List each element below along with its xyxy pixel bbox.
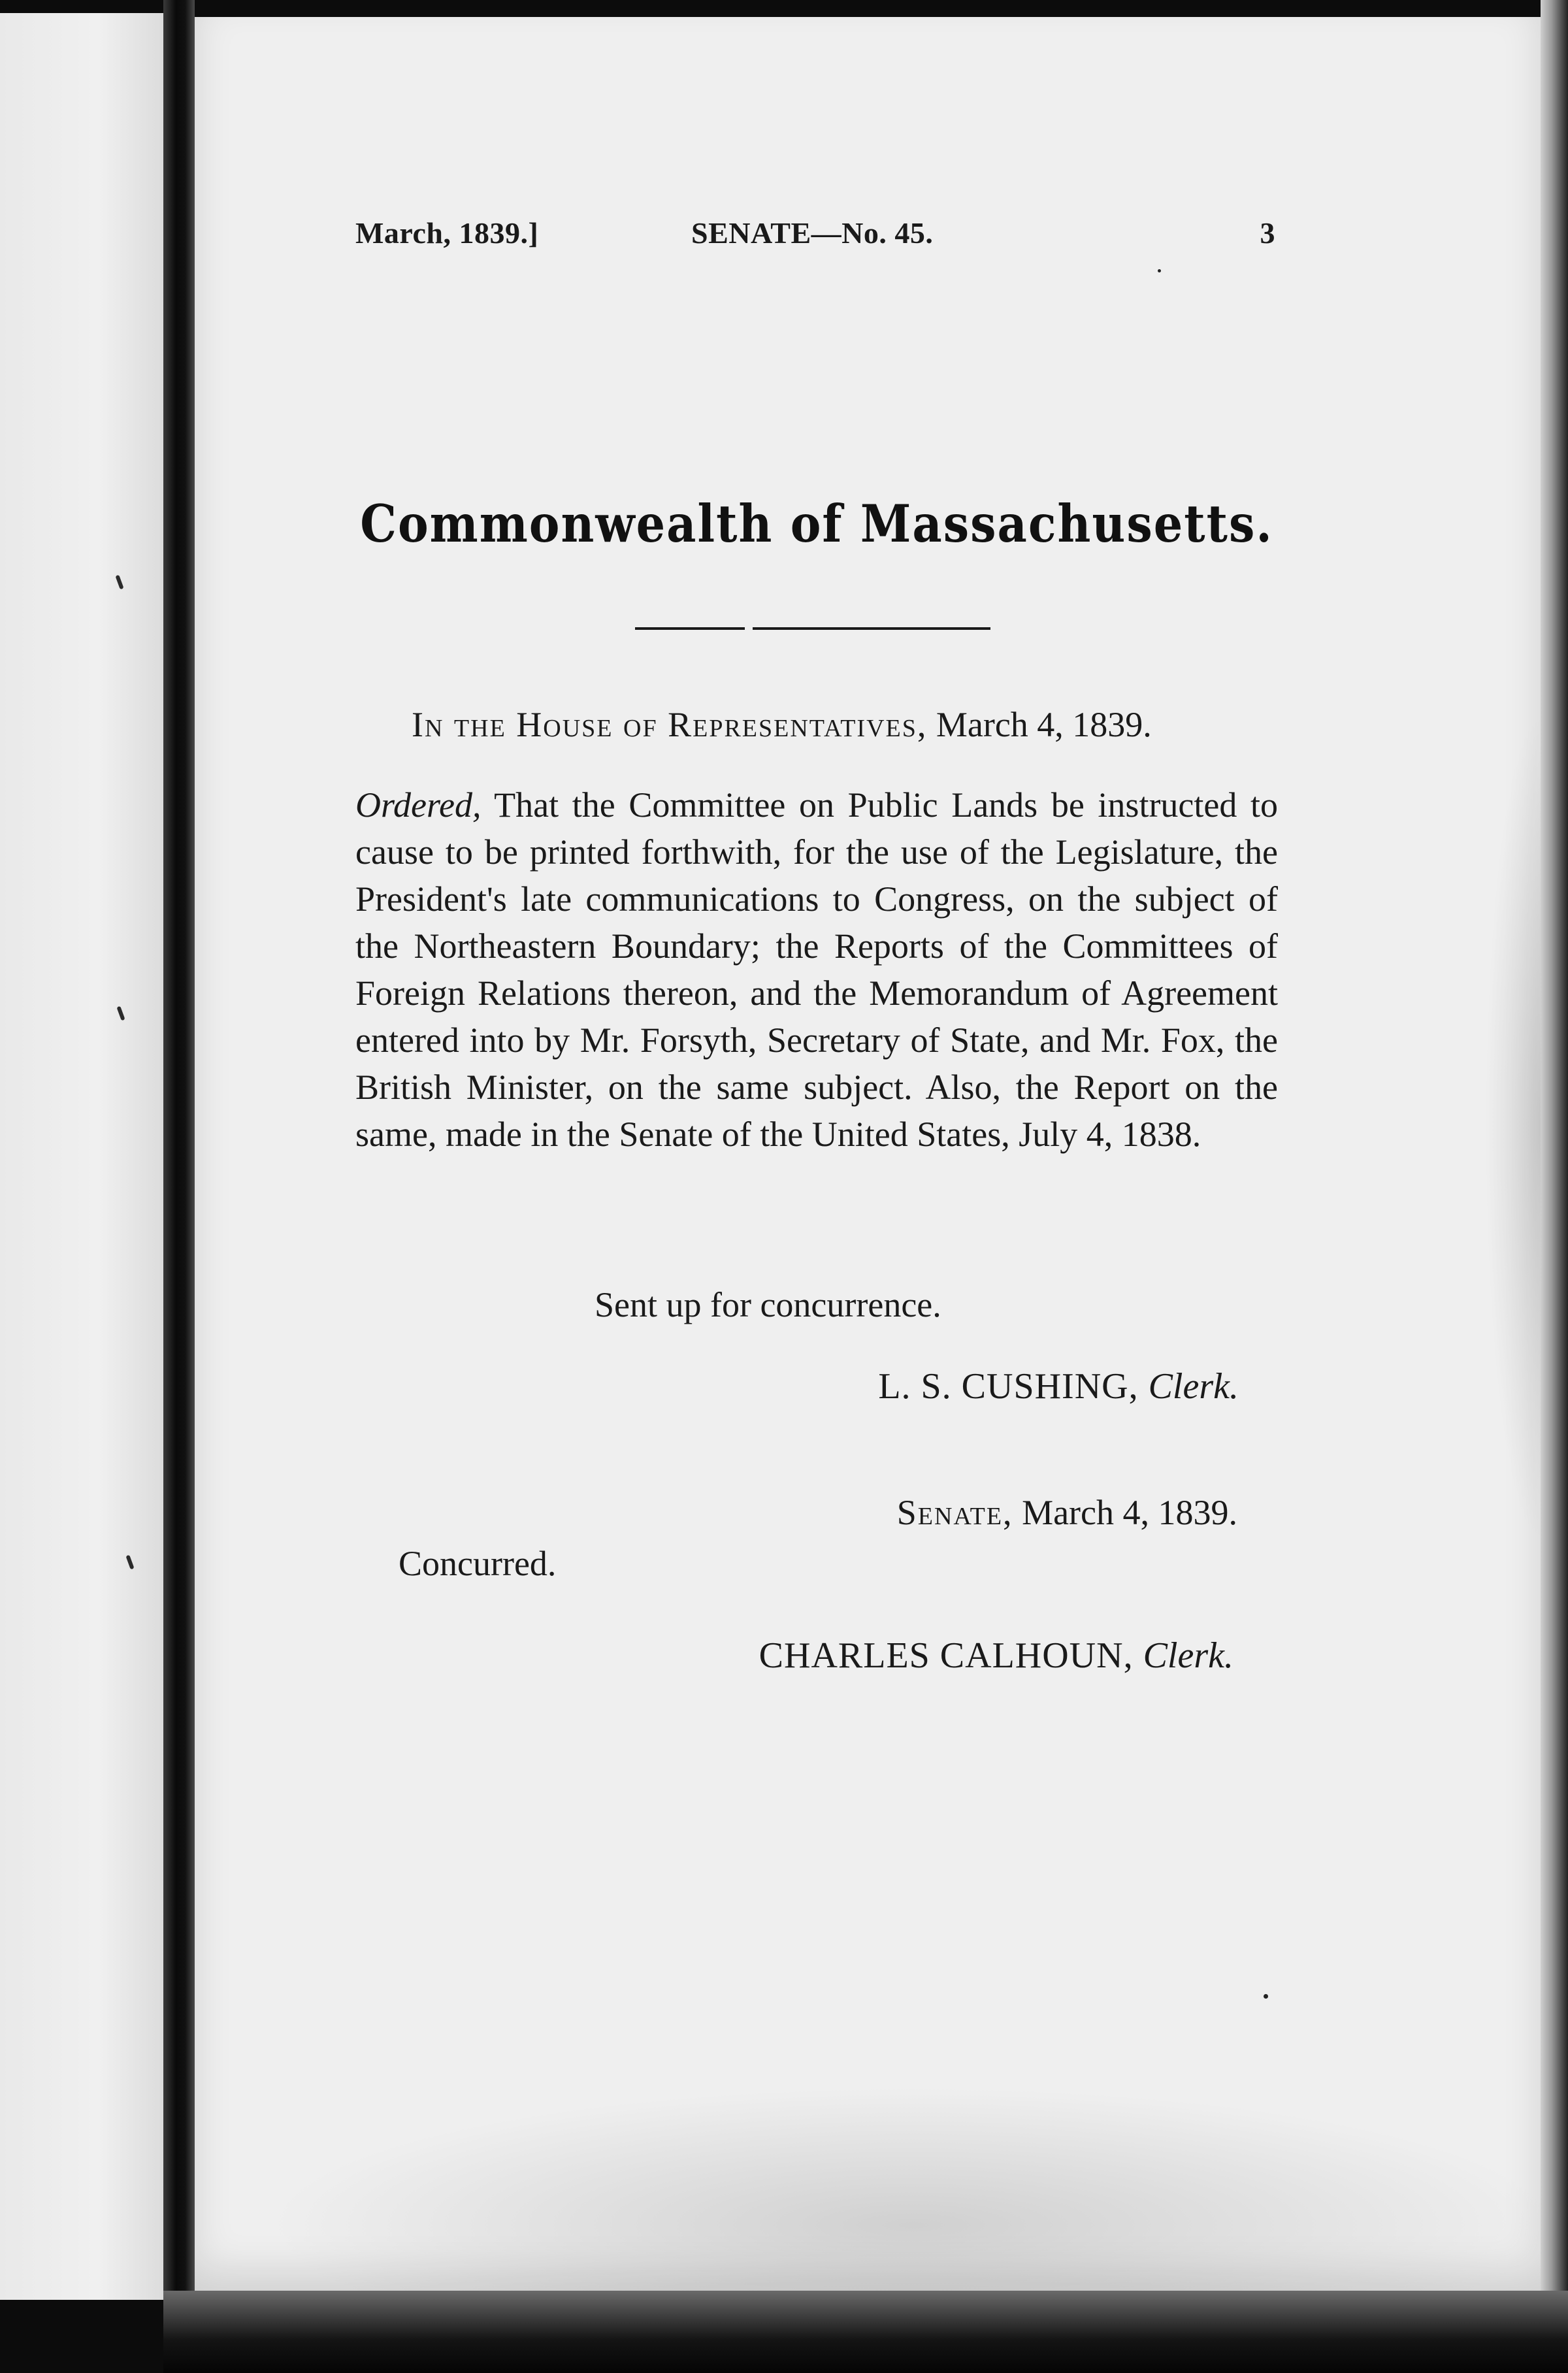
senate-date: March 4, 1839.: [1022, 1493, 1237, 1532]
ink-speck: [1158, 269, 1161, 272]
binding-gutter: [163, 0, 195, 2373]
page-bottom-shadow: [163, 2291, 1568, 2373]
senate-chamber: Senate,: [896, 1493, 1013, 1532]
header-date: March, 1839.]: [355, 216, 539, 250]
concurred-note: Concurred.: [399, 1544, 557, 1583]
document-title: Commonwealth of Massachusetts.: [360, 493, 1273, 554]
title-rule-left: [635, 627, 745, 630]
title-rule-right: [753, 627, 990, 630]
house-date: March 4, 1839.: [936, 705, 1152, 744]
header-session: SENATE—No. 45.: [691, 216, 934, 250]
ink-speck: [1264, 1994, 1268, 1999]
concurrence-note: Sent up for concurrence.: [595, 1285, 941, 1324]
senate-clerk-name: CHARLES CALHOUN,: [759, 1635, 1134, 1676]
page-number: 3: [1260, 216, 1275, 250]
running-header: [355, 216, 1281, 268]
senate-clerk-title: Clerk.: [1143, 1635, 1233, 1676]
house-chamber: In the House of Representatives,: [412, 705, 928, 744]
order-text: That the Committee on Public Lands be instructed to cause to be printed forthwith, for the use of the Legislature, the President's late communications to Congress, on the subject of the Northeastern Boundary; the Reports of the Committees of Foreign Relations thereon, and the Memorandum of Agreement entered into by Mr. Forsyth, Secretary of State, and Mr. Fox, the British Minister, on the same subject. Also, the Report on the same, made in the Senate of the United States, July 4, 1838.: [355, 785, 1279, 1154]
house-clerk-title: Clerk.: [1148, 1366, 1239, 1407]
margin-mark: [116, 1006, 125, 1021]
margin-mark: [115, 575, 123, 590]
order-body: [355, 781, 1278, 1158]
senate-heading: [897, 1492, 1237, 1533]
previous-page-edge: [0, 13, 163, 2300]
order-lead: Ordered,: [355, 785, 482, 825]
house-clerk-name: L. S. CUSHING,: [878, 1366, 1139, 1407]
senate-clerk-signature: [759, 1635, 1233, 1677]
margin-mark: [125, 1555, 134, 1570]
house-clerk-signature: [878, 1366, 1239, 1407]
page-right-edge: [1541, 0, 1568, 2373]
order-heading: [412, 704, 1278, 745]
